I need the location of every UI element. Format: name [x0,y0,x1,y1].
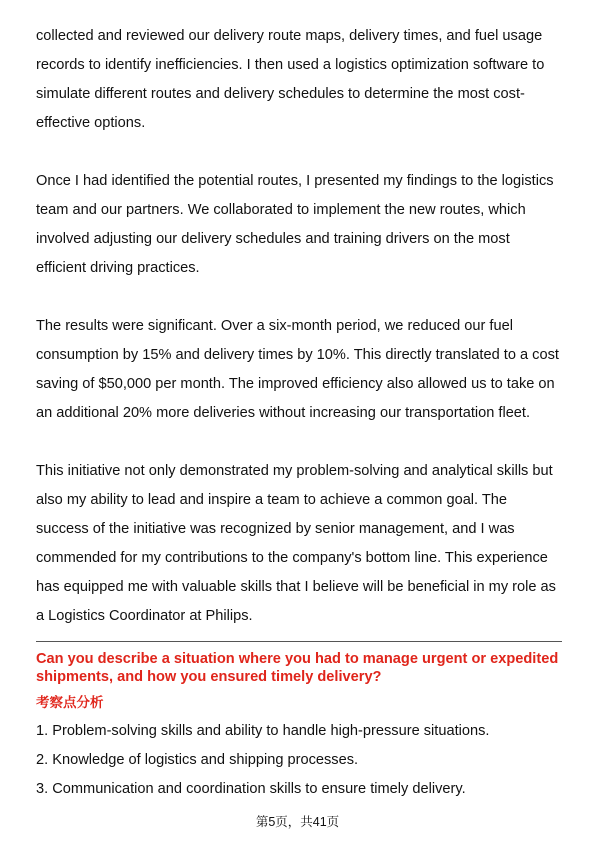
analysis-points-list [36,717,562,804]
answer-paragraph-1: collected and reviewed our delivery route maps, delivery times, and fuel usage records to identify inefficiencies. I then used a logistics optimization software to simulate different routes and delivery schedules to determine the most cost-effective options. [36,28,545,131]
section-divider [36,641,562,642]
answer-paragraph-3: The results were significant. Over a six-month period, we reduced our fuel consumption by 15% and delivery times by 10%. This directly translated to a cost saving of $50,000 per month. The improved efficiency also allowed us to take on an additional 20% more deliveries without increasing our transportation fleet. [36,318,559,421]
analysis-point-2: 2. Knowledge of logistics and shipping processes. [36,752,359,768]
page-number-footer: 第5页，共41页 [255,815,340,829]
answer-paragraph-4: This initiative not only demonstrated my problem-solving and analytical skills but also my ability to lead and inspire a team to achieve a common goal. The success of the initiative was recognized by senior management, and I was commended for my contributions to the company's bottom line. This experience has equipped me with valuable skills that I believe will be beneficial in my role as a Logistics Coordinator at Philips. [36,463,556,624]
document-page [36,22,562,804]
analysis-point-1: 1. Problem-solving skills and ability to handle high-pressure situations. [36,723,490,739]
analysis-point-3: 3. Communication and coordination skills to ensure timely delivery. [36,781,466,797]
answer-paragraph-2: Once I had identified the potential routes, I presented my findings to the logistics team and our partners. We collaborated to implement the new routes, which involved adjusting our delivery schedules and training drivers on the most efficient driving practices. [36,173,554,276]
question-heading: Can you describe a situation where you had to manage urgent or expedited shipments, and how you ensured timely delivery? [36,651,559,685]
analysis-label: 考察点分析 [36,695,104,710]
